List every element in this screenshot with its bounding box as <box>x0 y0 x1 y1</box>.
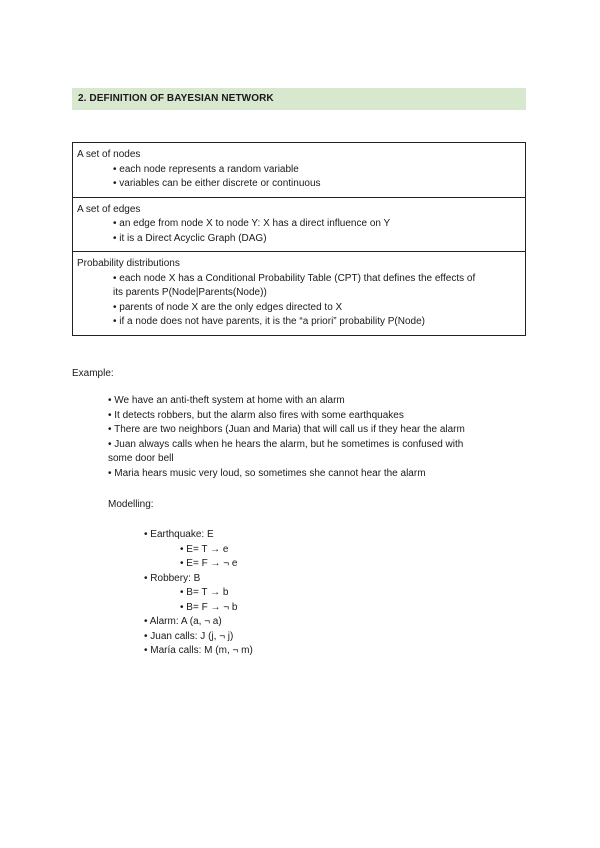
definition-item: • it is a Direct Acyclic Graph (DAG) <box>113 232 267 244</box>
definition-row-title: Probability distributions <box>77 258 180 269</box>
definition-table <box>72 142 526 336</box>
model-value: • B= F → ¬ b <box>180 601 238 613</box>
scenario-list <box>108 394 528 481</box>
model-list <box>144 528 253 659</box>
definition-row-probabilities <box>73 252 525 335</box>
definition-row-nodes <box>73 143 525 198</box>
scenario-item: • Maria hears music very loud, so sometimes she cannot hear the alarm <box>108 467 426 479</box>
model-value: • B= T → b <box>180 587 229 598</box>
definition-item: • an edge from node X to node Y: X has a direct influence on Y <box>113 218 391 229</box>
definition-item: • if a node does not have parents, it is the “a priori” probability P(Node) <box>113 316 425 327</box>
definition-row-edges <box>73 198 525 253</box>
definition-item: • each node represents a random variable <box>113 163 299 175</box>
model-variable-earthquake: • Earthquake: E <box>144 529 214 540</box>
definition-item: its parents P(Node|Parents(Node)) <box>113 287 267 298</box>
model-variable-alarm: • Alarm: A (a, ¬ a) <box>144 616 222 627</box>
example-label: Example: <box>72 368 114 379</box>
scenario-item: some door bell <box>108 453 174 464</box>
model-variable-maria: • María calls: M (m, ¬ m) <box>144 645 253 656</box>
model-variable-robbery: • Robbery: B <box>144 572 201 584</box>
definition-item: • variables can be either discrete or continuous <box>113 178 321 189</box>
model-variable-juan: • Juan calls: J (j, ¬ j) <box>144 630 234 642</box>
section-header <box>72 88 526 110</box>
scenario-item: • Juan always calls when he hears the alarm, but he sometimes is confused with <box>108 438 464 450</box>
model-value: • E= F → ¬ e <box>180 558 238 569</box>
section-title: 2. DEFINITION OF BAYESIAN NETWORK <box>78 93 274 104</box>
definition-item: • each node X has a Conditional Probability Table (CPT) that defines the effects of <box>113 272 476 284</box>
definition-item: • parents of node X are the only edges directed to X <box>113 301 343 313</box>
scenario-item: • We have an anti-theft system at home with an alarm <box>108 395 345 406</box>
scenario-item: • It detects robbers, but the alarm also fires with some earthquakes <box>108 409 404 421</box>
modelling-label: Modelling: <box>108 499 154 510</box>
model-value: • E= T → e <box>180 543 229 555</box>
scenario-item: • There are two neighbors (Juan and Maria) that will call us if they hear the alarm <box>108 424 465 435</box>
definition-row-title: A set of edges <box>77 203 141 215</box>
definition-row-title: A set of nodes <box>77 149 141 160</box>
